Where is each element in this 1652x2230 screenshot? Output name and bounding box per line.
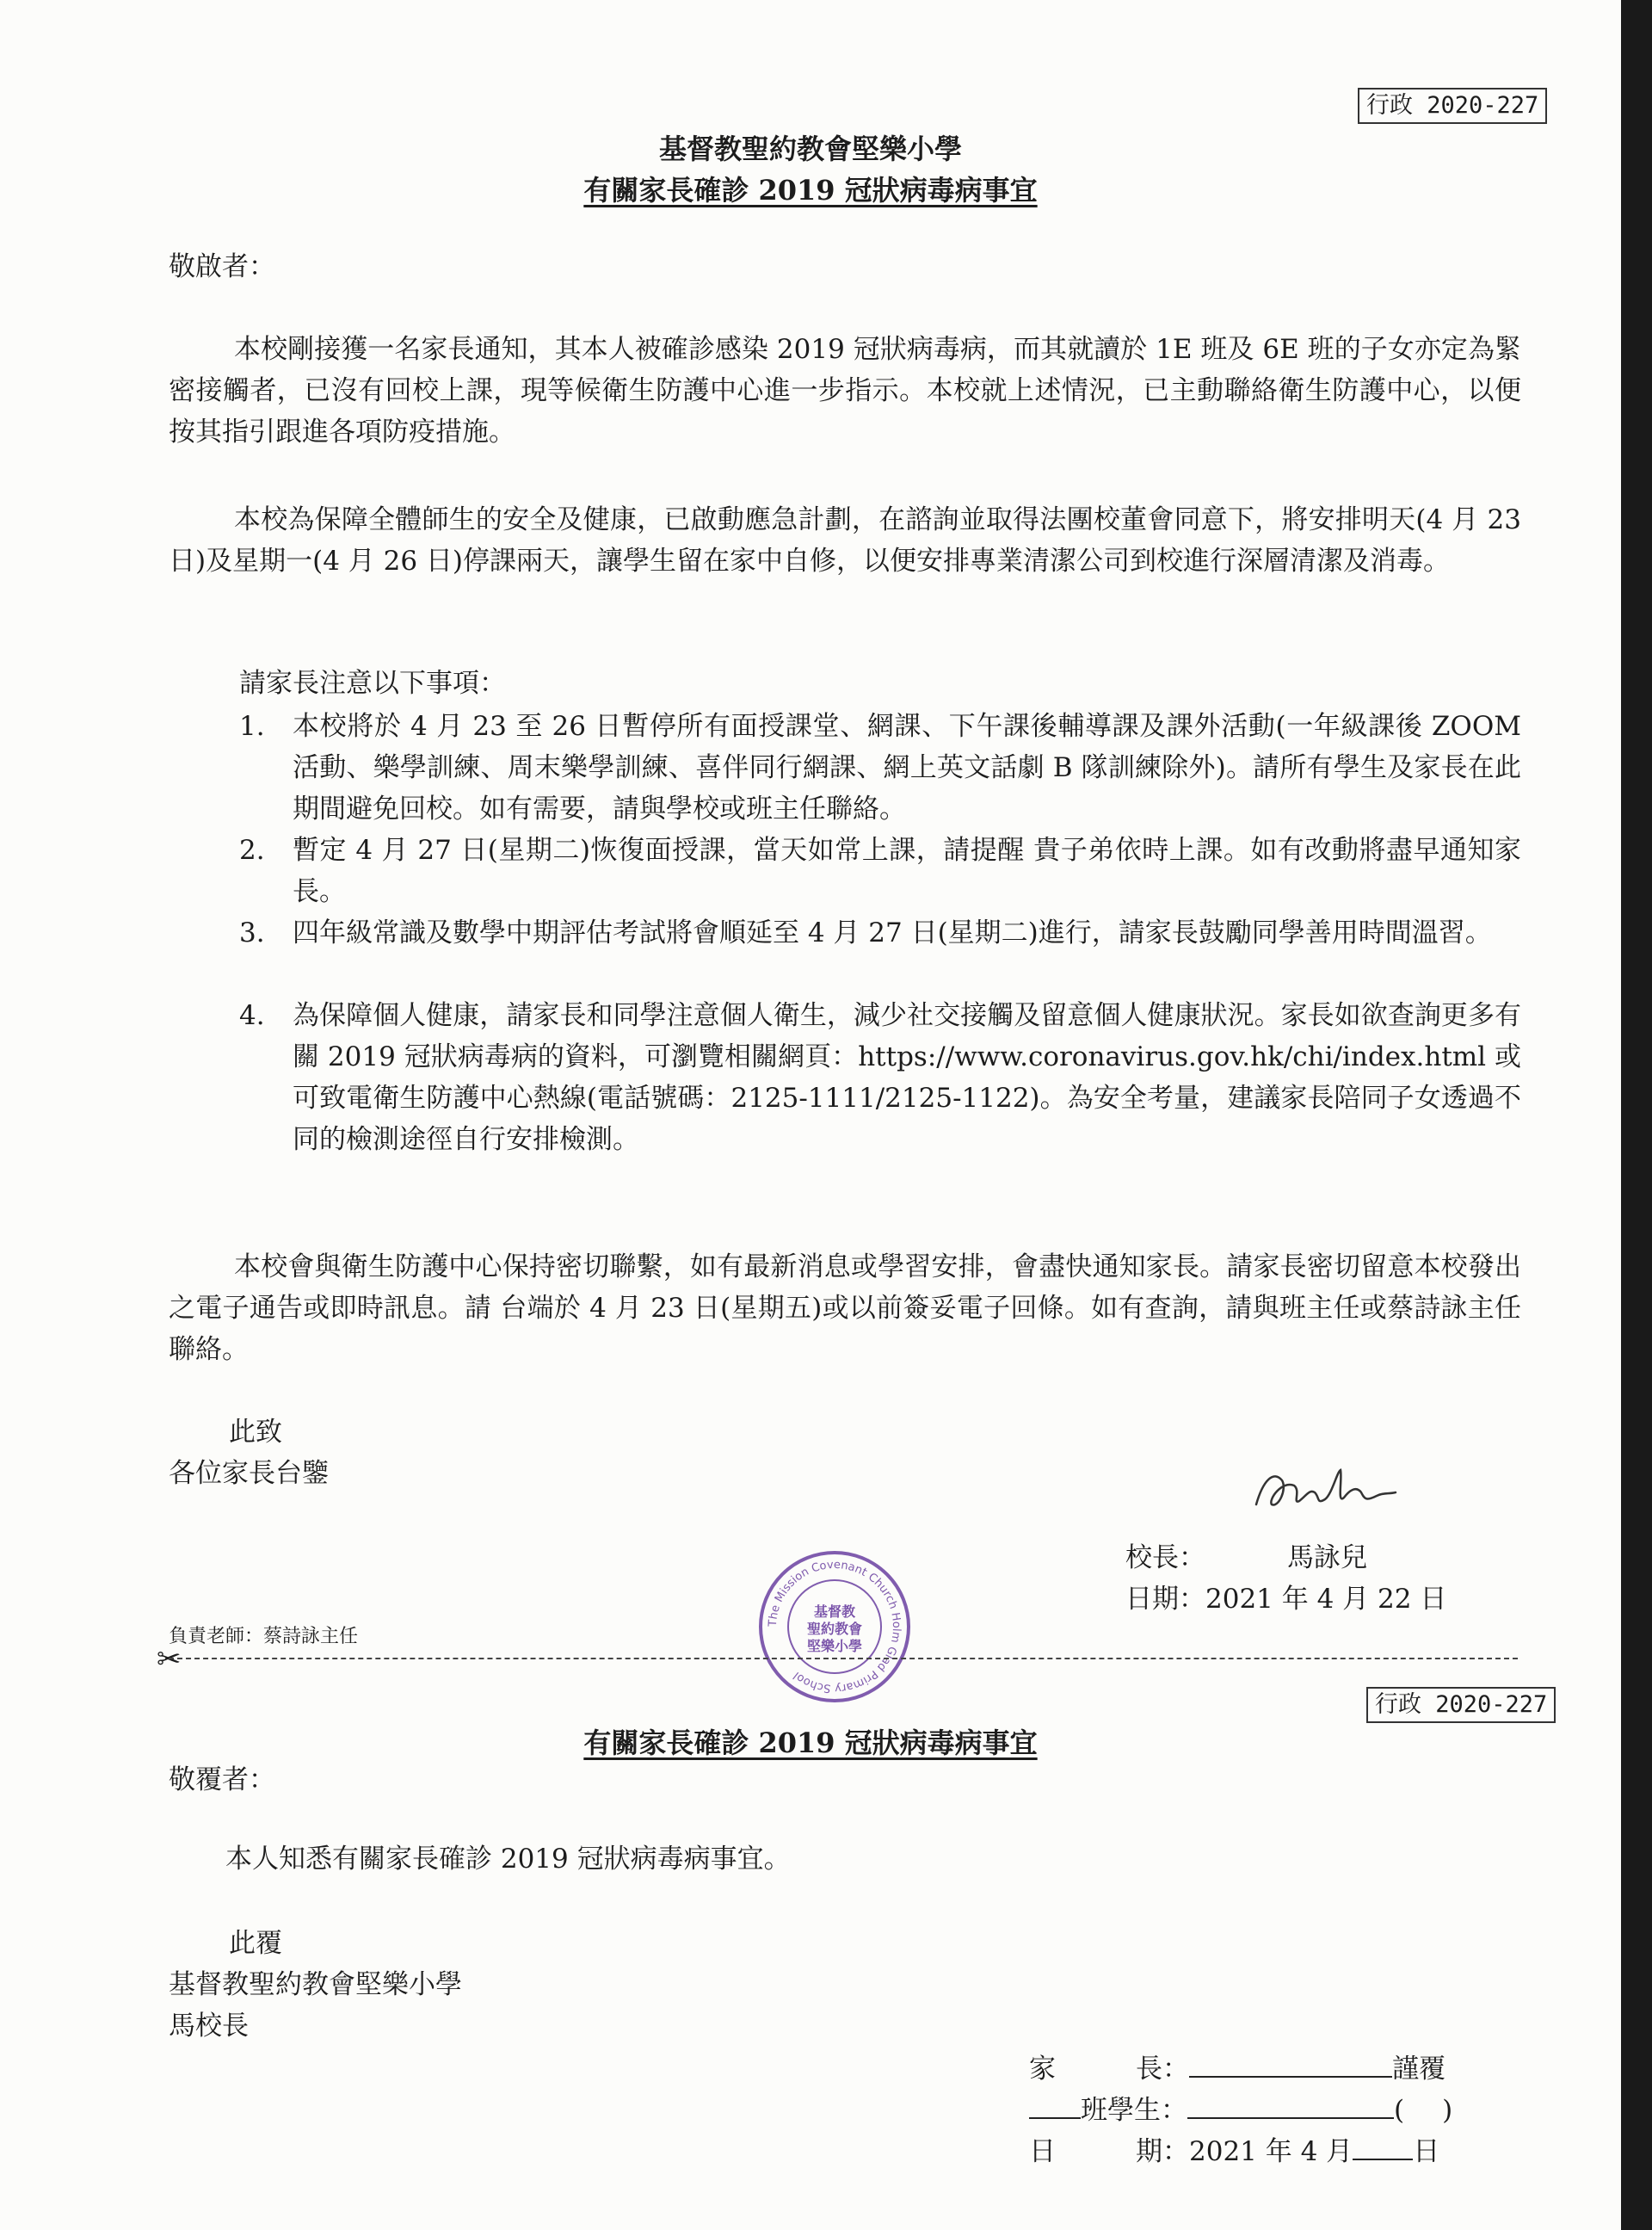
reply-statement: 本人知悉有關家長確診 2019 冠狀病毒病事宜。: [225, 1844, 791, 1875]
class-blank[interactable]: [1029, 2091, 1081, 2119]
item-text: 暫定 4 月 27 日(星期二)恢復面授課，當天如常上課，請提醒 貴子弟依時上課。如有改動將盡早通知家長。: [293, 835, 1521, 907]
salutation: 敬啟者：: [169, 251, 275, 282]
item-number: 4.: [239, 1000, 265, 1031]
notice-title: 有關家長確診 2019 冠狀病毒病事宜: [583, 174, 1038, 207]
reply-date-text: 2021 年 4 月: [1189, 2136, 1353, 2167]
teacher-in-charge: 負責老師：蔡詩詠主任: [169, 1626, 359, 1647]
reference-number: 行政 2020-227: [1358, 88, 1547, 124]
parent-label: 家 長：: [1029, 2054, 1189, 2085]
item-number: 1.: [239, 711, 265, 742]
reply-reference-number: 行政 2020-227: [1366, 1687, 1556, 1723]
reply-to-principal: 馬校長: [169, 2011, 249, 2042]
reply-date-label: 日 期：: [1029, 2136, 1189, 2167]
reply-closing: 此覆: [229, 1928, 282, 1959]
list-item: [239, 912, 1521, 954]
stamp-center-line: 基督教: [813, 1603, 856, 1620]
parent-blank[interactable]: [1189, 2050, 1392, 2078]
issue-date: 日期：2021 年 4 月 22 日: [1125, 1584, 1447, 1615]
reply-salutation: 敬覆者：: [169, 1764, 275, 1795]
list-item: [239, 995, 1521, 1160]
item-number: 2.: [239, 835, 265, 866]
school-stamp: [757, 1549, 912, 1708]
item-number: 3.: [239, 917, 265, 948]
scissors-icon: ✂: [157, 1642, 182, 1677]
list-item: [239, 830, 1521, 912]
reply-title: 有關家長確診 2019 冠狀病毒病事宜: [583, 1727, 1038, 1759]
principal-name: 馬詠兒: [1287, 1542, 1367, 1573]
stamp-ring-text: The Mission Covenant Church Holm Glad Primary School: [766, 1558, 903, 1696]
item-text: 為保障個人健康，請家長和同學注意個人衛生，減少社交接觸及留意個人健康狀況。家長如欲查詢更多有關 2019 冠狀病毒病的資料，可瀏覽相關網頁：https://www.coronavirus.gov.hk/chi/index.html 或可致電衛生防護中心熱線(電話號碼：2125-1111/2125-1122)。為安全考量，建議家長陪同子女透過不同的檢測途徑自行安排檢測。: [293, 1000, 1521, 1155]
reply-date-suffix: 日: [1413, 2136, 1440, 2167]
notice-heading: 請家長注意以下事項：: [239, 668, 506, 699]
closing-text: 此致: [229, 1417, 282, 1448]
list-item: [239, 706, 1521, 830]
principal-label: 校長：: [1125, 1542, 1205, 1573]
cut-line: [169, 1658, 1518, 1659]
item-text: 本校將於 4 月 23 至 26 日暫停所有面授課堂、網課、下午課後輔導課及課外活動(一年級課後 ZOOM 活動、樂學訓練、周末樂學訓練、喜伴同行網課、網上英文話劇 B 隊訓練除外)。請所有學生及家長在此期間避免回校。如有需要，請與學校或班主任聯絡。: [293, 711, 1521, 825]
parent-signature-field[interactable]: [1029, 2048, 1446, 2090]
student-field[interactable]: [1029, 2090, 1452, 2131]
parent-suffix: 謹覆: [1392, 2054, 1446, 2085]
paragraph-3: 本校會與衛生防護中心保持密切聯繫，如有最新消息或學習安排，會盡快通知家長。請家長密切留意本校發出之電子通告或即時訊息。請 台端於 4 月 23 日(星期五)或以前簽妥電子回條。如有查詢，請與班主任或蔡詩詠主任聯絡。: [169, 1251, 1521, 1365]
principal-signature: [1248, 1455, 1402, 1523]
school-name: 基督教聖約教會堅樂小學: [658, 133, 962, 165]
day-blank[interactable]: [1353, 2133, 1413, 2160]
item-text: 四年級常識及數學中期評估考試將會順延至 4 月 27 日(星期二)進行，請家長鼓勵同學善用時間溫習。: [293, 917, 1492, 948]
reply-date-field[interactable]: [1029, 2131, 1439, 2172]
reply-to-school: 基督教聖約教會堅樂小學: [169, 1969, 462, 2000]
student-suffix-open: (: [1394, 2095, 1405, 2126]
student-blank[interactable]: [1187, 2091, 1394, 2119]
student-label: 班學生：: [1081, 2095, 1187, 2126]
svg-text:堅樂小學: 堅樂小學: [806, 1638, 863, 1654]
svg-text:聖約教會: 聖約教會: [806, 1621, 863, 1637]
paragraph-2: 本校為保障全體師生的安全及健康，已啟動應急計劃，在諮詢並取得法團校董會同意下，將安排明天(4 月 23 日)及星期一(4 月 26 日)停課兩天，讓學生留在家中自修，以便安排專業清潔公司到校進行深層清潔及消毒。: [169, 504, 1521, 577]
student-suffix-close: ): [1442, 2095, 1453, 2126]
paragraph-1: 本校剛接獲一名家長通知，其本人被確診感染 2019 冠狀病毒病，而其就讀於 1E 班及 6E 班的子女亦定為緊密接觸者，已沒有回校上課，現等候衛生防護中心進一步指示。本校就上述情況，已主動聯絡衛生防護中心，以便按其指引跟進各項防疫措施。: [169, 334, 1521, 448]
recipient: 各位家長台鑒: [169, 1458, 329, 1489]
